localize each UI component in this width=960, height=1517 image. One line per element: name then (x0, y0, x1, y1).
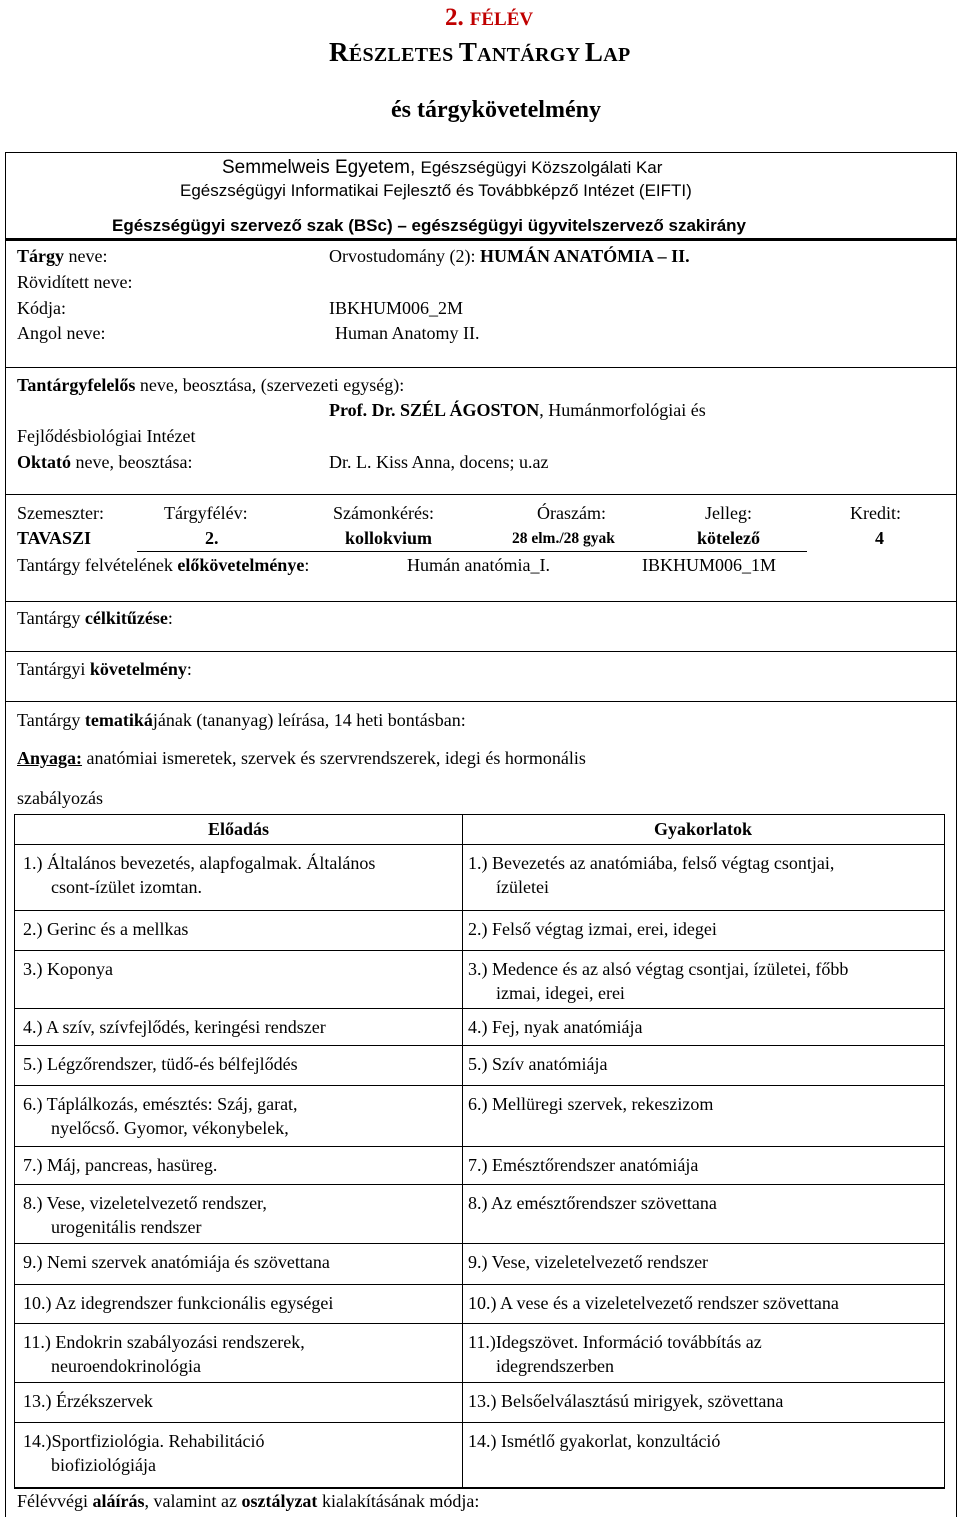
subject-name-label: Tárgy neve: (17, 246, 108, 266)
table-row-divider (14, 844, 945, 845)
practice-topic: 6.) Mellüregi szervek, rekeszizom (468, 1094, 714, 1114)
lecture-cell (23, 851, 453, 910)
short-name-label: Rövidített neve: (17, 272, 133, 292)
practice-cell (468, 1291, 938, 1323)
practice-topic: 2.) Felső végtag izmai, erei, idegei (468, 919, 717, 939)
lecture-cell (23, 1015, 453, 1045)
lecture-topic: 2.) Gerinc és a mellkas (23, 919, 189, 939)
lecture-topic: 1.) Általános bevezetés, alapfogalmak. Általános (23, 853, 376, 873)
practice-topic: 3.) Medence és az alsó végtag csontjai, ízületei, főbb (468, 959, 849, 979)
table-row-divider (14, 1184, 945, 1185)
practice-topic: 11.)Idegszövet. Információ továbbítás az (468, 1332, 762, 1352)
grading-method-label: Félévvégi aláírás, valamint az osztályzat kialakításának módja: (17, 1491, 480, 1511)
table-row-divider (14, 1045, 945, 1046)
table-row-divider (14, 950, 945, 951)
lecture-cell (23, 1429, 453, 1487)
table-row-divider (14, 1146, 945, 1147)
practice-topic: 1.) Bevezetés az anatómiába, felső végtag csontjai, (468, 853, 835, 873)
lecture-cell (23, 1330, 453, 1382)
practice-cell (468, 1330, 938, 1382)
institution-line-3: Egészségügyi szervező szak (BSc) – egészségügyi ügyvitelszervező szakirány (112, 216, 747, 235)
material-line-2: szabályozás (17, 788, 103, 808)
prereq-label: Tantárgy felvételének előkövetelménye: (17, 555, 310, 575)
table-border-right (944, 814, 945, 1487)
lecture-header: Előadás (207, 819, 270, 839)
table-row-divider (14, 910, 945, 911)
lecture-topic: 3.) Koponya (23, 959, 113, 979)
term-value: 2. (205, 528, 219, 548)
lecture-cell (23, 1389, 453, 1422)
practice-topic: 4.) Fej, nyak anatómiája (468, 1017, 643, 1037)
practice-topic-continued: izmai, idegei, erei (496, 983, 625, 1003)
practice-topic: 9.) Vese, vizeletelvezető rendszer (468, 1252, 709, 1272)
practice-cell (468, 1250, 938, 1284)
practice-cell (468, 917, 938, 950)
teacher-label: Oktató neve, beosztása: (17, 452, 193, 472)
type-label: Jelleg: (705, 503, 752, 523)
exam-value: kollokvium (345, 528, 433, 548)
practice-topic: 8.) Az emésztőrendszer szövettana (468, 1193, 717, 1213)
table-row-divider (14, 1487, 945, 1489)
lecture-topic-continued: nyelőcső. Gyomor, vékonybelek, (51, 1118, 289, 1138)
semester-word: FÉLÉV (469, 9, 534, 30)
table-row-divider (14, 1085, 945, 1086)
practice-cell (468, 1092, 938, 1146)
lecture-cell (23, 1052, 453, 1085)
table-row-divider (14, 1422, 945, 1423)
responsible-value: Prof. Dr. SZÉL ÁGOSTON, Humánmorfológiai és (329, 400, 706, 420)
practice-topic-continued: ízületei (496, 877, 549, 897)
lecture-topic: 14.)Sportfiziológia. Rehabilitáció (23, 1431, 265, 1451)
topics-label: Tantárgy tematikájának (tananyag) leírása, 14 heti bontásban: (17, 710, 466, 730)
lecture-cell (23, 917, 453, 950)
table-row-divider (14, 1382, 945, 1383)
practice-cell (468, 1153, 938, 1184)
credit-value: 4 (875, 528, 884, 548)
responsible-label: Tantárgyfelelős neve, beosztása, (szervezeti egység): (17, 375, 405, 395)
institution-line-1: Semmelweis Egyetem, Egészségügyi Közszolgálati Kar (222, 157, 663, 178)
hours-label: Óraszám: (537, 503, 606, 523)
practice-topic: 13.) Belsőelválasztású mirigyek, szövettana (468, 1391, 784, 1411)
goals-label: Tantárgy célkitűzése: (17, 608, 173, 628)
english-name-label: Angol neve: (17, 323, 106, 343)
lecture-topic-continued: urogenitális rendszer (51, 1217, 202, 1237)
lecture-topic-continued: csont-ízület izomtan. (51, 877, 202, 897)
lecture-topic: 13.) Érzékszervek (23, 1391, 153, 1411)
lecture-topic-continued: biofiziológiája (51, 1455, 156, 1475)
lecture-topic: 4.) A szív, szívfejlődés, keringési rendszer (23, 1017, 326, 1037)
practice-cell (468, 1191, 938, 1243)
requirements-label: Tantárgyi követelmény: (17, 659, 192, 679)
lecture-cell (23, 1291, 453, 1323)
practice-topic: 7.) Emésztőrendszer anatómiája (468, 1155, 699, 1175)
semester-label: Szemeszter: (17, 503, 104, 523)
lecture-topic: 7.) Máj, pancreas, hasüreg. (23, 1155, 218, 1175)
prereq-code: IBKHUM006_1M (642, 555, 777, 575)
practice-topic: 10.) A vese és a vizeletelvezető rendszer szövettana (468, 1293, 839, 1313)
lecture-cell (23, 1092, 453, 1146)
code-value: IBKHUM006_2M (329, 298, 464, 318)
table-row-divider (14, 1008, 945, 1009)
table-row-divider (14, 814, 945, 815)
credit-label: Kredit: (850, 503, 901, 523)
table-border-left (14, 814, 15, 1487)
exam-label: Számonkérés: (333, 503, 434, 523)
lecture-topic: 11.) Endokrin szabályozási rendszerek, (23, 1332, 305, 1352)
lecture-topic: 6.) Táplálkozás, emésztés: Száj, garat, (23, 1094, 298, 1114)
lecture-topic: 5.) Légzőrendszer, tüdő-és bélfejlődés (23, 1054, 298, 1074)
lecture-cell (23, 1250, 453, 1284)
lecture-cell (23, 1153, 453, 1184)
table-row-divider (14, 1323, 945, 1324)
lecture-topic: 10.) Az idegrendszer funkcionális egységei (23, 1293, 334, 1313)
practice-cell (468, 957, 938, 1008)
responsible-value-line-2: Fejlődésbiológiai Intézet (17, 426, 196, 446)
lecture-topic: 9.) Nemi szervek anatómiája és szövettana (23, 1252, 330, 1272)
lecture-cell (23, 957, 453, 1008)
practice-topic: 14.) Ismétlő gyakorlat, konzultáció (468, 1431, 721, 1451)
material-line: Anyaga: anatómiai ismeretek, szervek és szervrendszerek, idegi és hormonális (17, 748, 586, 768)
table-row-divider (14, 1284, 945, 1285)
table-row-divider (14, 1243, 945, 1244)
practice-topic: 5.) Szív anatómiája (468, 1054, 608, 1074)
term-label: Tárgyfélév: (164, 503, 248, 523)
practice-cell (468, 1429, 938, 1487)
page-subtitle: és tárgykövetelmény (391, 97, 601, 123)
semester-value: TAVASZI (17, 528, 92, 548)
code-label: Kódja: (17, 298, 66, 318)
practice-cell (468, 1015, 938, 1045)
english-name-value: Human Anatomy II. (335, 323, 480, 343)
practice-cell (468, 851, 938, 910)
hours-value: 28 elm./28 gyak (512, 530, 615, 547)
subject-name-value: Orvostudomány (2): HUMÁN ANATÓMIA – II. (329, 246, 690, 266)
lecture-cell (23, 1191, 453, 1243)
page-title: RÉSZLETES TANTÁRGY LAP (329, 37, 631, 67)
practice-topic-continued: idegrendszerben (496, 1356, 614, 1376)
lecture-topic-continued: neuroendokrinológia (51, 1356, 201, 1376)
teacher-value: Dr. L. Kiss Anna, docens; u.az (329, 452, 549, 472)
practice-cell (468, 1389, 938, 1422)
institution-line-2: Egészségügyi Informatikai Fejlesztő és Továbbképző Intézet (EIFTI) (180, 181, 692, 200)
table-column-divider (462, 814, 463, 1487)
practice-cell (468, 1052, 938, 1085)
type-value: kötelező (697, 528, 760, 548)
semester-number: 2. (445, 4, 464, 31)
prereq-value: Humán anatómia_I. (407, 555, 550, 575)
lecture-topic: 8.) Vese, vizeletelvezető rendszer, (23, 1193, 267, 1213)
practice-header: Gyakorlatok (653, 819, 752, 839)
